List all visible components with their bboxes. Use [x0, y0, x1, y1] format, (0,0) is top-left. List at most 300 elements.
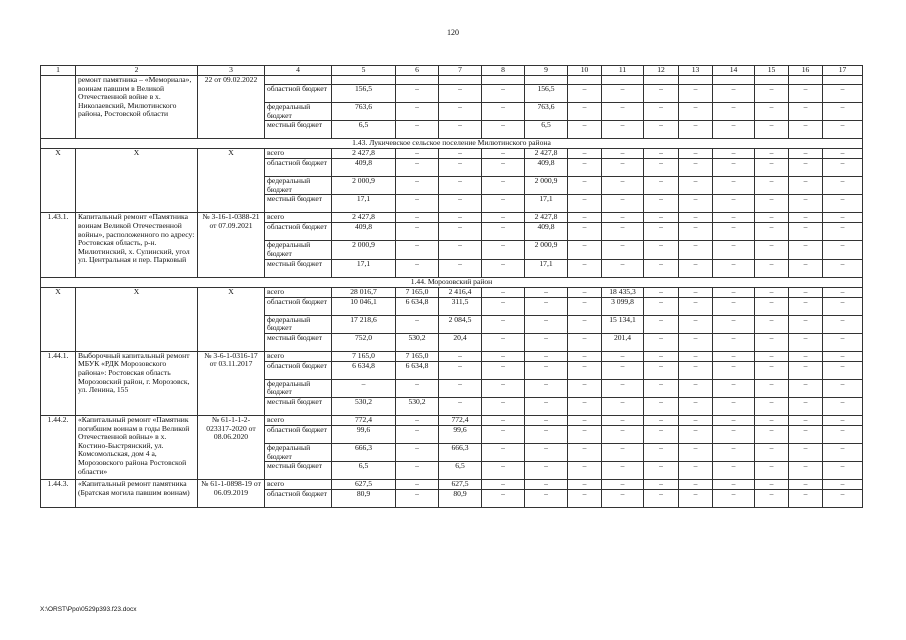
value-cell: 6,5 — [525, 121, 568, 139]
value-cell: – — [439, 195, 482, 213]
value-cell: – — [602, 425, 644, 443]
value-cell: – — [568, 443, 602, 461]
value-cell: – — [568, 361, 602, 379]
value-cell: – — [713, 259, 755, 277]
value-cell: – — [644, 159, 679, 177]
value-cell — [823, 76, 863, 85]
funding-source: областной бюджет — [265, 490, 332, 508]
value-cell: 201,4 — [602, 333, 644, 351]
value-cell: – — [823, 223, 863, 241]
value-cell: – — [823, 462, 863, 480]
value-cell: – — [396, 379, 439, 397]
value-cell: – — [396, 103, 439, 121]
value-cell: – — [789, 443, 823, 461]
value-cell: – — [482, 177, 525, 195]
value-cell: – — [525, 297, 568, 315]
value-cell: – — [602, 241, 644, 259]
funding-source: местный бюджет — [265, 333, 332, 351]
value-cell — [396, 76, 439, 85]
value-cell: – — [789, 241, 823, 259]
value-cell: 530,2 — [396, 397, 439, 415]
value-cell: – — [482, 159, 525, 177]
value-cell: – — [644, 103, 679, 121]
budget-table — [40, 65, 863, 508]
value-cell: – — [755, 259, 789, 277]
value-cell: – — [482, 443, 525, 461]
value-cell: – — [823, 241, 863, 259]
object-name: Х — [76, 287, 198, 351]
column-number-row — [41, 66, 863, 76]
file-path-footer: X:\ORST\Ppo\0529p393.f23.docx — [40, 606, 137, 613]
document-number: № 3-6-1-0316-17 от 03.11.2017 — [198, 351, 265, 415]
value-cell: – — [482, 103, 525, 121]
value-cell: – — [644, 213, 679, 223]
value-cell: – — [602, 177, 644, 195]
value-cell: 17,1 — [332, 259, 396, 277]
value-cell: – — [568, 333, 602, 351]
value-cell: – — [482, 415, 525, 425]
object-name: «Капитальный ремонт «Памятник погибшим воинам в годы Великой Отечественной войны» в х. Костино-Быстрянский, ул. Комсомольская, дом 4 а, Морозовского района Ростовской области» — [76, 415, 198, 479]
value-cell: – — [713, 241, 755, 259]
value-cell: – — [602, 149, 644, 159]
value-cell: 15 134,1 — [602, 315, 644, 333]
table-row — [41, 76, 863, 85]
value-cell: 2 084,5 — [439, 315, 482, 333]
value-cell: – — [602, 490, 644, 508]
funding-source — [265, 76, 332, 85]
column-number: 4 — [265, 66, 332, 76]
row-number: Х — [41, 149, 76, 213]
document-number: 22 от 09.02.2022 — [198, 76, 265, 139]
value-cell — [568, 76, 602, 85]
value-cell: – — [602, 259, 644, 277]
value-cell: – — [679, 213, 713, 223]
row-number: 1.44.1. — [41, 351, 76, 415]
value-cell: – — [789, 213, 823, 223]
value-cell: – — [396, 149, 439, 159]
column-number: 14 — [713, 66, 755, 76]
value-cell: – — [755, 223, 789, 241]
value-cell: – — [713, 462, 755, 480]
value-cell: – — [789, 121, 823, 139]
value-cell: – — [396, 415, 439, 425]
value-cell: – — [823, 315, 863, 333]
row-number: 1.43.1. — [41, 213, 76, 277]
table-row — [41, 287, 863, 297]
value-cell: – — [644, 462, 679, 480]
value-cell: – — [823, 259, 863, 277]
value-cell: – — [482, 361, 525, 379]
value-cell: – — [482, 297, 525, 315]
value-cell: – — [525, 361, 568, 379]
value-cell: – — [789, 333, 823, 351]
value-cell: 763,6 — [332, 103, 396, 121]
value-cell: – — [713, 425, 755, 443]
section-row — [41, 277, 863, 287]
value-cell: – — [568, 223, 602, 241]
value-cell: – — [396, 85, 439, 103]
value-cell: – — [644, 177, 679, 195]
object-name: Х — [76, 149, 198, 213]
value-cell: – — [439, 149, 482, 159]
value-cell: 80,9 — [439, 490, 482, 508]
table-row — [41, 351, 863, 361]
value-cell: – — [644, 397, 679, 415]
value-cell: 7 165,0 — [332, 351, 396, 361]
funding-source: областной бюджет — [265, 223, 332, 241]
value-cell: 666,3 — [332, 443, 396, 461]
value-cell: – — [332, 379, 396, 397]
value-cell: – — [789, 490, 823, 508]
value-cell: 99,6 — [332, 425, 396, 443]
value-cell: – — [482, 149, 525, 159]
value-cell: – — [568, 177, 602, 195]
value-cell: – — [644, 480, 679, 490]
value-cell: – — [789, 361, 823, 379]
row-number — [41, 76, 76, 139]
value-cell: 2 416,4 — [439, 287, 482, 297]
value-cell: – — [439, 397, 482, 415]
value-cell: – — [789, 351, 823, 361]
value-cell: – — [755, 177, 789, 195]
value-cell: – — [789, 397, 823, 415]
value-cell — [755, 76, 789, 85]
column-number: 3 — [198, 66, 265, 76]
value-cell: – — [568, 103, 602, 121]
value-cell: 20,4 — [439, 333, 482, 351]
value-cell: 6,5 — [332, 121, 396, 139]
value-cell: 409,8 — [332, 223, 396, 241]
value-cell: 2 427,8 — [525, 149, 568, 159]
object-name: «Капитальный ремонт памятника (Братская могила павшим воинам) — [76, 480, 198, 508]
value-cell: – — [568, 351, 602, 361]
value-cell: – — [482, 223, 525, 241]
column-number: 11 — [602, 66, 644, 76]
value-cell: 772,4 — [439, 415, 482, 425]
value-cell: – — [602, 159, 644, 177]
value-cell: – — [789, 480, 823, 490]
value-cell — [713, 76, 755, 85]
value-cell: – — [755, 425, 789, 443]
value-cell: 2 427,8 — [332, 149, 396, 159]
value-cell — [332, 76, 396, 85]
value-cell: – — [396, 195, 439, 213]
value-cell: – — [789, 223, 823, 241]
value-cell: – — [568, 425, 602, 443]
value-cell: – — [679, 462, 713, 480]
value-cell: – — [823, 351, 863, 361]
value-cell: – — [823, 287, 863, 297]
value-cell: – — [482, 351, 525, 361]
value-cell: – — [525, 490, 568, 508]
value-cell: – — [482, 213, 525, 223]
value-cell: – — [396, 425, 439, 443]
value-cell — [789, 76, 823, 85]
funding-source: областной бюджет — [265, 159, 332, 177]
value-cell: 17 218,6 — [332, 315, 396, 333]
value-cell: – — [755, 379, 789, 397]
value-cell: 99,6 — [439, 425, 482, 443]
value-cell: – — [789, 85, 823, 103]
funding-source: федеральный бюджет — [265, 443, 332, 461]
value-cell: 7 165,0 — [396, 287, 439, 297]
value-cell: 772,4 — [332, 415, 396, 425]
value-cell: – — [602, 223, 644, 241]
value-cell: – — [713, 297, 755, 315]
value-cell: – — [679, 177, 713, 195]
funding-source: всего — [265, 287, 332, 297]
value-cell: – — [482, 85, 525, 103]
value-cell: – — [482, 379, 525, 397]
value-cell: – — [755, 351, 789, 361]
value-cell: – — [713, 121, 755, 139]
document-number: № 61-1-1-2-023317-2020 от 08.06.2020 — [198, 415, 265, 479]
value-cell: – — [644, 361, 679, 379]
value-cell: – — [713, 361, 755, 379]
value-cell: 409,8 — [525, 223, 568, 241]
value-cell: – — [439, 85, 482, 103]
value-cell: – — [755, 159, 789, 177]
value-cell: – — [482, 333, 525, 351]
value-cell: – — [679, 259, 713, 277]
value-cell: – — [713, 177, 755, 195]
value-cell: – — [679, 121, 713, 139]
value-cell: – — [755, 315, 789, 333]
value-cell: – — [525, 333, 568, 351]
value-cell: – — [568, 85, 602, 103]
value-cell: – — [679, 85, 713, 103]
value-cell: – — [644, 490, 679, 508]
value-cell: – — [525, 287, 568, 297]
value-cell: – — [568, 415, 602, 425]
value-cell: – — [644, 287, 679, 297]
value-cell: – — [439, 379, 482, 397]
value-cell: – — [644, 443, 679, 461]
value-cell: – — [568, 287, 602, 297]
value-cell: – — [482, 195, 525, 213]
value-cell: – — [823, 361, 863, 379]
value-cell: – — [396, 177, 439, 195]
value-cell: – — [439, 213, 482, 223]
column-number: 13 — [679, 66, 713, 76]
value-cell: 2 427,8 — [525, 213, 568, 223]
value-cell: – — [823, 149, 863, 159]
column-number: 2 — [76, 66, 198, 76]
value-cell: 3 099,8 — [602, 297, 644, 315]
object-name: Выборочный капитальный ремонт МБУК «РДК Морозовского района»: Ростовская область Морозовский район, г. Морозовск, ул. Ленина, 155 — [76, 351, 198, 415]
value-cell: 2 000,9 — [525, 177, 568, 195]
value-cell: – — [789, 415, 823, 425]
object-name: Капитальный ремонт «Памятника воинам Великой Отечественной войны», расположенного по адресу: Ростовская область, р-н. Милютинский, х. Сулинский, угол ул. Центральная и пер. Парковый — [76, 213, 198, 277]
value-cell: – — [789, 103, 823, 121]
value-cell: – — [823, 425, 863, 443]
value-cell: – — [755, 241, 789, 259]
value-cell: – — [396, 315, 439, 333]
value-cell: – — [755, 443, 789, 461]
value-cell: – — [396, 159, 439, 177]
value-cell: – — [823, 297, 863, 315]
object-name: ремонт памятника – «Мемориала», воинам павшим в Великой Отечественной войне в х. Николаевский, Милютинского района, Ростовской области — [76, 76, 198, 139]
value-cell: – — [755, 333, 789, 351]
value-cell — [679, 76, 713, 85]
value-cell: – — [568, 462, 602, 480]
value-cell: – — [602, 397, 644, 415]
value-cell: – — [789, 425, 823, 443]
column-number: 6 — [396, 66, 439, 76]
funding-source: областной бюджет — [265, 85, 332, 103]
value-cell: – — [482, 480, 525, 490]
value-cell: 311,5 — [439, 297, 482, 315]
value-cell: – — [679, 490, 713, 508]
column-number: 12 — [644, 66, 679, 76]
value-cell: 2 000,9 — [332, 241, 396, 259]
value-cell: – — [713, 443, 755, 461]
value-cell: 80,9 — [332, 490, 396, 508]
value-cell: – — [823, 213, 863, 223]
value-cell: – — [482, 241, 525, 259]
value-cell: – — [396, 213, 439, 223]
value-cell: – — [755, 195, 789, 213]
value-cell: 6 634,8 — [332, 361, 396, 379]
value-cell: – — [439, 159, 482, 177]
value-cell: – — [396, 462, 439, 480]
value-cell: – — [396, 443, 439, 461]
funding-source: местный бюджет — [265, 195, 332, 213]
table-row — [41, 480, 863, 490]
value-cell: – — [823, 415, 863, 425]
value-cell: – — [568, 149, 602, 159]
table-row — [41, 213, 863, 223]
value-cell: – — [713, 315, 755, 333]
funding-source: всего — [265, 480, 332, 490]
value-cell: – — [644, 333, 679, 351]
value-cell: – — [644, 259, 679, 277]
value-cell: – — [755, 85, 789, 103]
value-cell: – — [823, 121, 863, 139]
value-cell: – — [525, 425, 568, 443]
value-cell: – — [439, 103, 482, 121]
column-number: 1 — [41, 66, 76, 76]
value-cell: – — [713, 490, 755, 508]
value-cell: – — [789, 287, 823, 297]
value-cell: – — [755, 213, 789, 223]
value-cell: – — [789, 159, 823, 177]
value-cell: – — [679, 415, 713, 425]
value-cell: – — [755, 480, 789, 490]
value-cell: – — [644, 149, 679, 159]
value-cell: 17,1 — [525, 259, 568, 277]
value-cell: – — [568, 297, 602, 315]
value-cell: – — [439, 259, 482, 277]
value-cell: – — [755, 149, 789, 159]
value-cell: – — [679, 287, 713, 297]
value-cell: – — [755, 462, 789, 480]
column-number: 5 — [332, 66, 396, 76]
value-cell: 763,6 — [525, 103, 568, 121]
value-cell: – — [823, 333, 863, 351]
value-cell: – — [679, 351, 713, 361]
value-cell: – — [679, 379, 713, 397]
funding-source: местный бюджет — [265, 259, 332, 277]
document-number: № 61-1-0898-19 от 06.09.2019 — [198, 480, 265, 508]
value-cell: – — [602, 103, 644, 121]
value-cell: – — [789, 297, 823, 315]
column-number: 10 — [568, 66, 602, 76]
value-cell: – — [482, 462, 525, 480]
value-cell: – — [439, 241, 482, 259]
funding-source: всего — [265, 351, 332, 361]
value-cell: – — [568, 213, 602, 223]
value-cell: – — [602, 480, 644, 490]
value-cell: 6,5 — [332, 462, 396, 480]
value-cell: – — [679, 297, 713, 315]
section-title: 1.43. Лукичевское сельское поселение Милютинского района — [41, 139, 863, 149]
value-cell: – — [823, 379, 863, 397]
funding-source: всего — [265, 213, 332, 223]
value-cell: – — [679, 149, 713, 159]
value-cell: 530,2 — [396, 333, 439, 351]
value-cell: – — [568, 241, 602, 259]
column-number: 15 — [755, 66, 789, 76]
value-cell: – — [755, 415, 789, 425]
value-cell: – — [568, 379, 602, 397]
value-cell: – — [644, 85, 679, 103]
value-cell: 2 427,8 — [332, 213, 396, 223]
value-cell: – — [396, 121, 439, 139]
value-cell: – — [482, 259, 525, 277]
row-number: Х — [41, 287, 76, 351]
value-cell: – — [789, 315, 823, 333]
value-cell: – — [644, 415, 679, 425]
value-cell: – — [755, 490, 789, 508]
value-cell: 2 000,9 — [525, 241, 568, 259]
column-number: 9 — [525, 66, 568, 76]
value-cell: 156,5 — [332, 85, 396, 103]
value-cell: – — [602, 415, 644, 425]
value-cell: – — [396, 490, 439, 508]
value-cell: – — [602, 351, 644, 361]
value-cell: 18 435,3 — [602, 287, 644, 297]
value-cell: – — [823, 159, 863, 177]
value-cell: 156,5 — [525, 85, 568, 103]
value-cell: 17,1 — [332, 195, 396, 213]
value-cell: – — [789, 195, 823, 213]
row-number: 1.44.3. — [41, 480, 76, 508]
table-body — [41, 66, 863, 508]
value-cell: – — [644, 195, 679, 213]
funding-source: федеральный бюджет — [265, 103, 332, 121]
value-cell: – — [439, 351, 482, 361]
value-cell: – — [713, 287, 755, 297]
funding-source: всего — [265, 149, 332, 159]
value-cell: 7 165,0 — [396, 351, 439, 361]
value-cell: – — [568, 315, 602, 333]
value-cell: – — [823, 103, 863, 121]
value-cell: – — [679, 195, 713, 213]
value-cell: – — [755, 121, 789, 139]
value-cell — [644, 76, 679, 85]
table-row — [41, 149, 863, 159]
value-cell: – — [644, 241, 679, 259]
value-cell: – — [755, 397, 789, 415]
funding-source: федеральный бюджет — [265, 379, 332, 397]
value-cell: – — [713, 149, 755, 159]
value-cell: – — [713, 379, 755, 397]
funding-source: областной бюджет — [265, 425, 332, 443]
value-cell: – — [482, 315, 525, 333]
value-cell: – — [439, 223, 482, 241]
value-cell: – — [482, 121, 525, 139]
